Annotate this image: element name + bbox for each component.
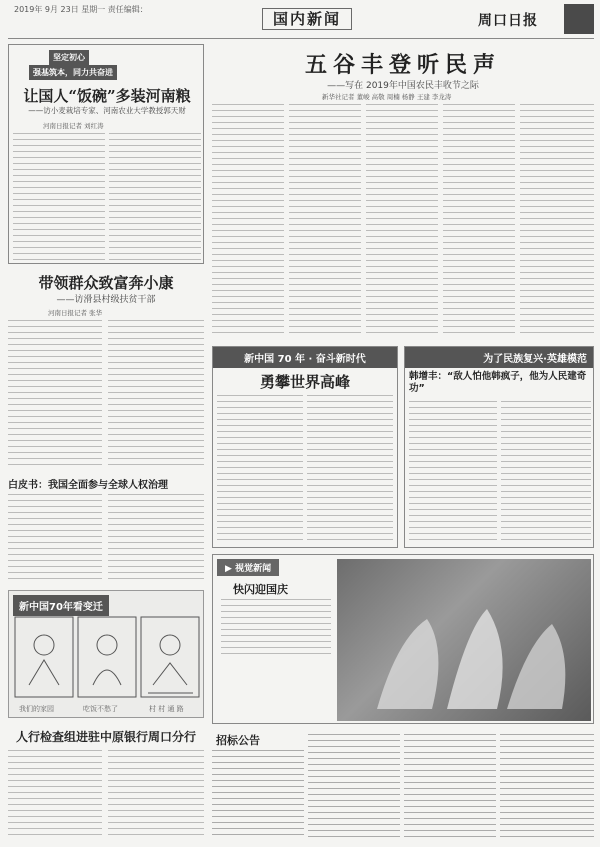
hero-title: 勇攀世界高峰 [259,373,350,391]
main-title: 五谷丰登听民声 [304,52,501,78]
hero-banner: 新中国 70 年 · 奋斗新时代 [213,347,397,368]
cartoon-panel [8,590,204,718]
cartoon-caption-1: 我们的家园 [19,705,54,713]
article-han-zengfeng[interactable] [404,346,594,548]
article-grain-expert[interactable] [8,44,204,264]
main-text-col4 [443,104,515,336]
section-title: 国内新闻 [262,8,352,30]
hero-text-col2 [501,401,591,545]
article-climb-peak[interactable] [212,346,398,548]
hero-text-col2 [307,395,393,545]
notice-text-col2 [308,734,400,840]
article-title: 带领群众致富奔小康 [38,274,174,292]
article-text-col1 [8,320,102,468]
main-byline: 新华社记者 董峻 高敬 周楠 杨静 王建 李龙涛 [322,93,452,101]
article-bank-inspection[interactable] [8,724,204,842]
cartoon-caption-2: 吃饭不愁了 [83,705,118,713]
camera-icon: ▶ [225,564,236,574]
article-text-col2 [108,320,204,468]
notice-text-col4 [500,734,594,840]
video-tag-label: 视觉新闻 [235,564,272,574]
article-title: 白皮书：我国全面参与全球人权治理 [8,480,168,491]
article-subtitle: ——访小麦栽培专家、河南农业大学教授郭天财 [28,106,186,115]
video-title: 快闪迎国庆 [233,583,288,596]
video-caption-text [221,599,331,659]
article-kicker-2: 强基筑本，同力共奋进 [29,65,117,80]
paper-logo: 周口日报 [478,13,538,29]
notice-title: 招标公告 [216,734,260,747]
main-text-col1 [212,104,284,336]
hero-banner: 为了民族复兴·英雄模范 [405,347,593,368]
main-subtitle: ——写在 2019年中国农民丰收节之际 [327,81,479,91]
header-rule [8,38,594,39]
hero-text-col1 [217,395,303,545]
cartoon-caption-3: 村 村 通 路 [149,705,184,713]
article-subtitle: ——访滑县村级扶贫干部 [56,295,156,305]
notice-text-col1 [212,750,304,840]
article-whitepaper[interactable] [8,476,204,586]
hero-title: 韩增丰：“敌人怕他韩疯子，他为人民建奇功” [409,371,587,394]
article-text-col2 [109,133,201,261]
main-text-col2 [289,104,361,336]
article-text-col2 [108,494,204,584]
article-text-col1 [8,494,102,584]
cartoon-banner: 新中国70年看变迁 [13,595,109,616]
article-title: 人行检查组进驻中原银行周口分行 [15,730,196,744]
article-harvest-festival[interactable] [212,44,594,340]
article-kicker: 坚定初心 [49,50,89,65]
dancers-illustration [337,559,591,721]
notice-text-col3 [404,734,496,840]
main-text-col3 [366,104,438,336]
video-photo [337,559,591,721]
header-date: 2019年 9月 23日 星期一 责任编辑： [14,5,148,14]
article-text-col2 [108,750,204,840]
main-text-col5 [520,104,594,336]
page-number [564,4,594,34]
article-text-col1 [13,133,105,261]
cartoon-illustration [13,615,201,701]
notices-block[interactable] [212,730,594,842]
article-poverty[interactable] [8,268,204,472]
article-byline: 河南日报记者 刘红涛 [43,122,104,130]
video-tag [217,559,279,576]
article-byline: 河南日报记者 张华 [48,309,103,317]
article-text-col1 [8,750,102,840]
hero-text-col1 [409,401,497,545]
article-title: 让国人“饭碗”多装河南粮 [23,87,191,105]
video-news[interactable] [212,554,594,724]
